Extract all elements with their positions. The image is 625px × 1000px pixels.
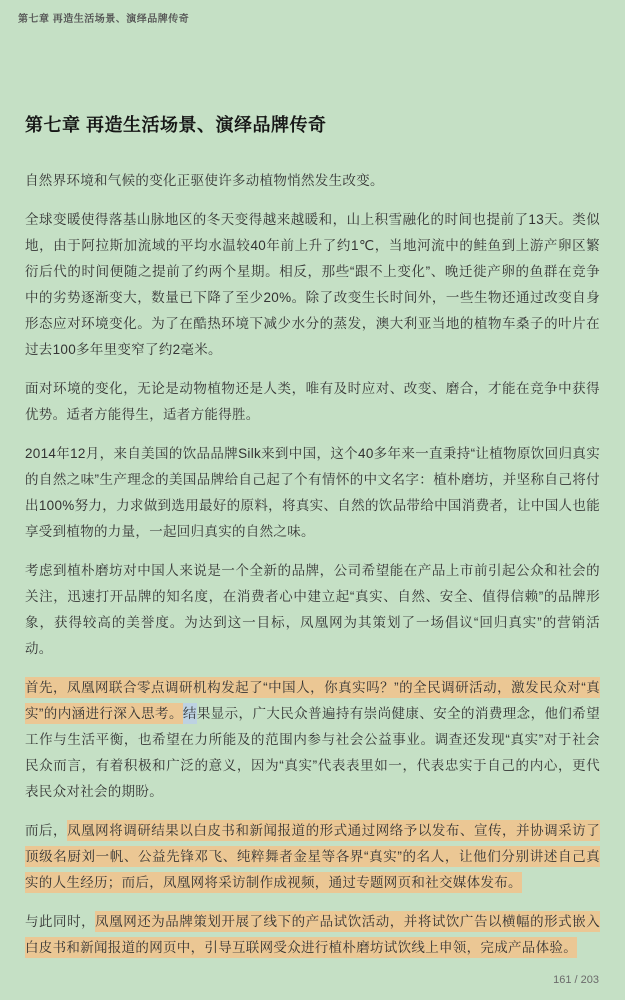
reader-highlight-tan[interactable]: 凤凰网还为品牌策划开展了线下的产品试饮活动，并将试饮广告以横幅的形式嵌入白皮书和新闻报道的网页中，引导互联网受众进行植朴磨坊试饮线上申领，完成产品体验。 — [25, 911, 600, 958]
page-number-indicator: 161 / 203 — [553, 974, 599, 986]
chapter-title: 第七章 再造生活场景、演绎品牌传奇 — [25, 115, 327, 135]
body-text: 考虑到植朴磨坊对中国人来说是一个全新的品牌，公司希望能在产品上市前引起公众和社会的关注，迅速打开品牌的知名度，在消费者心中建立起“真实、自然、安全、值得信赖”的品牌形象，获得较高的美誉度。为达到这一目标，凤凰网为其策划了一场倡议“回归真实”的营销活动。 — [25, 563, 600, 656]
body-text: 全球变暖使得落基山脉地区的冬天变得越来越暖和，山上积雪融化的时间也提前了13天。类似地，由于阿拉斯加流域的平均水温较40年前上升了约1℃，当地河流中的鲑鱼到上游产卵区繁衍后代的时间便随之提前了约两个星期。相反，那些“跟不上变化”、晚迁徙产卵的鱼群在竞争中的劣势逐渐变大，数量已下降了至少20%。除了改变生长时间外，一些生物还通过改变自身形态应对环境变化。为了在酷热环境下减少水分的蒸发，澳大利亚当地的植物车桑子的叶片在过去100多年里变窄了约2毫米。 — [25, 212, 600, 357]
paragraph — [25, 558, 600, 662]
body-text: 2014年12月，来自美国的饮品品牌Silk来到中国，这个40多年来一直秉持“让植物原饮回归真实的自然之味”生产理念的美国品牌给自己起了个有情怀的中文名字：植朴磨坊，并坚称自己将付出100%努力，力求做到选用最好的原料，将真实、自然的饮品带给中国消费者，让中国人也能享受到植物的力量，一起回归真实的自然之味。 — [25, 446, 600, 539]
page-content — [0, 112, 625, 961]
body-text: 与此同时， — [25, 914, 96, 929]
paragraph — [25, 376, 600, 428]
reader-highlight-blue[interactable]: 结 — [183, 703, 197, 724]
body-text: 面对环境的变化，无论是动物植物还是人类，唯有及时应对、改变、磨合，才能在竞争中获得优势。适者方能得生，适者方能得胜。 — [25, 381, 600, 422]
body-text: 自然界环境和气候的变化正驱使许多动植物悄然发生改变。 — [25, 173, 384, 188]
body-text: 果显示，广大民众普遍持有崇尚健康、安全的消费理念，他们希望工作与生活平衡，也希望在力所能及的范围内参与社会公益事业。调查还发现“真实”对于社会民众而言，有着积极和广泛的意义，因为“真实”代表表里如一，代表忠实于自己的内心，更代表民众对社会的期盼。 — [25, 706, 600, 799]
paragraph — [25, 675, 600, 805]
paragraph — [25, 168, 600, 194]
running-header: 第七章 再造生活场景、演绎品牌传奇 — [18, 14, 190, 25]
paragraph — [25, 441, 600, 545]
paragraph — [25, 818, 600, 896]
paragraph — [25, 207, 600, 363]
body-text: 而后， — [25, 823, 68, 838]
reader-highlight-tan[interactable]: 首先，凤凰网联合零点调研机构发起了“中国人，你真实吗？”的全民调研活动，激发民众对“真实”的内涵进行深入思考。 — [25, 677, 600, 724]
paragraph — [25, 909, 600, 961]
reader-highlight-tan[interactable]: 凤凰网将调研结果以白皮书和新闻报道的形式通过网络予以发布、宣传，并协调采访了顶级名厨刘一帆、公益先锋邓飞、纯粹舞者金星等各界“真实”的名人，让他们分别讲述自己真实的人生经历；而后，凤凰网将采访制作成视频，通过专题网页和社交媒体发布。 — [25, 820, 600, 893]
reading-area — [25, 168, 600, 961]
